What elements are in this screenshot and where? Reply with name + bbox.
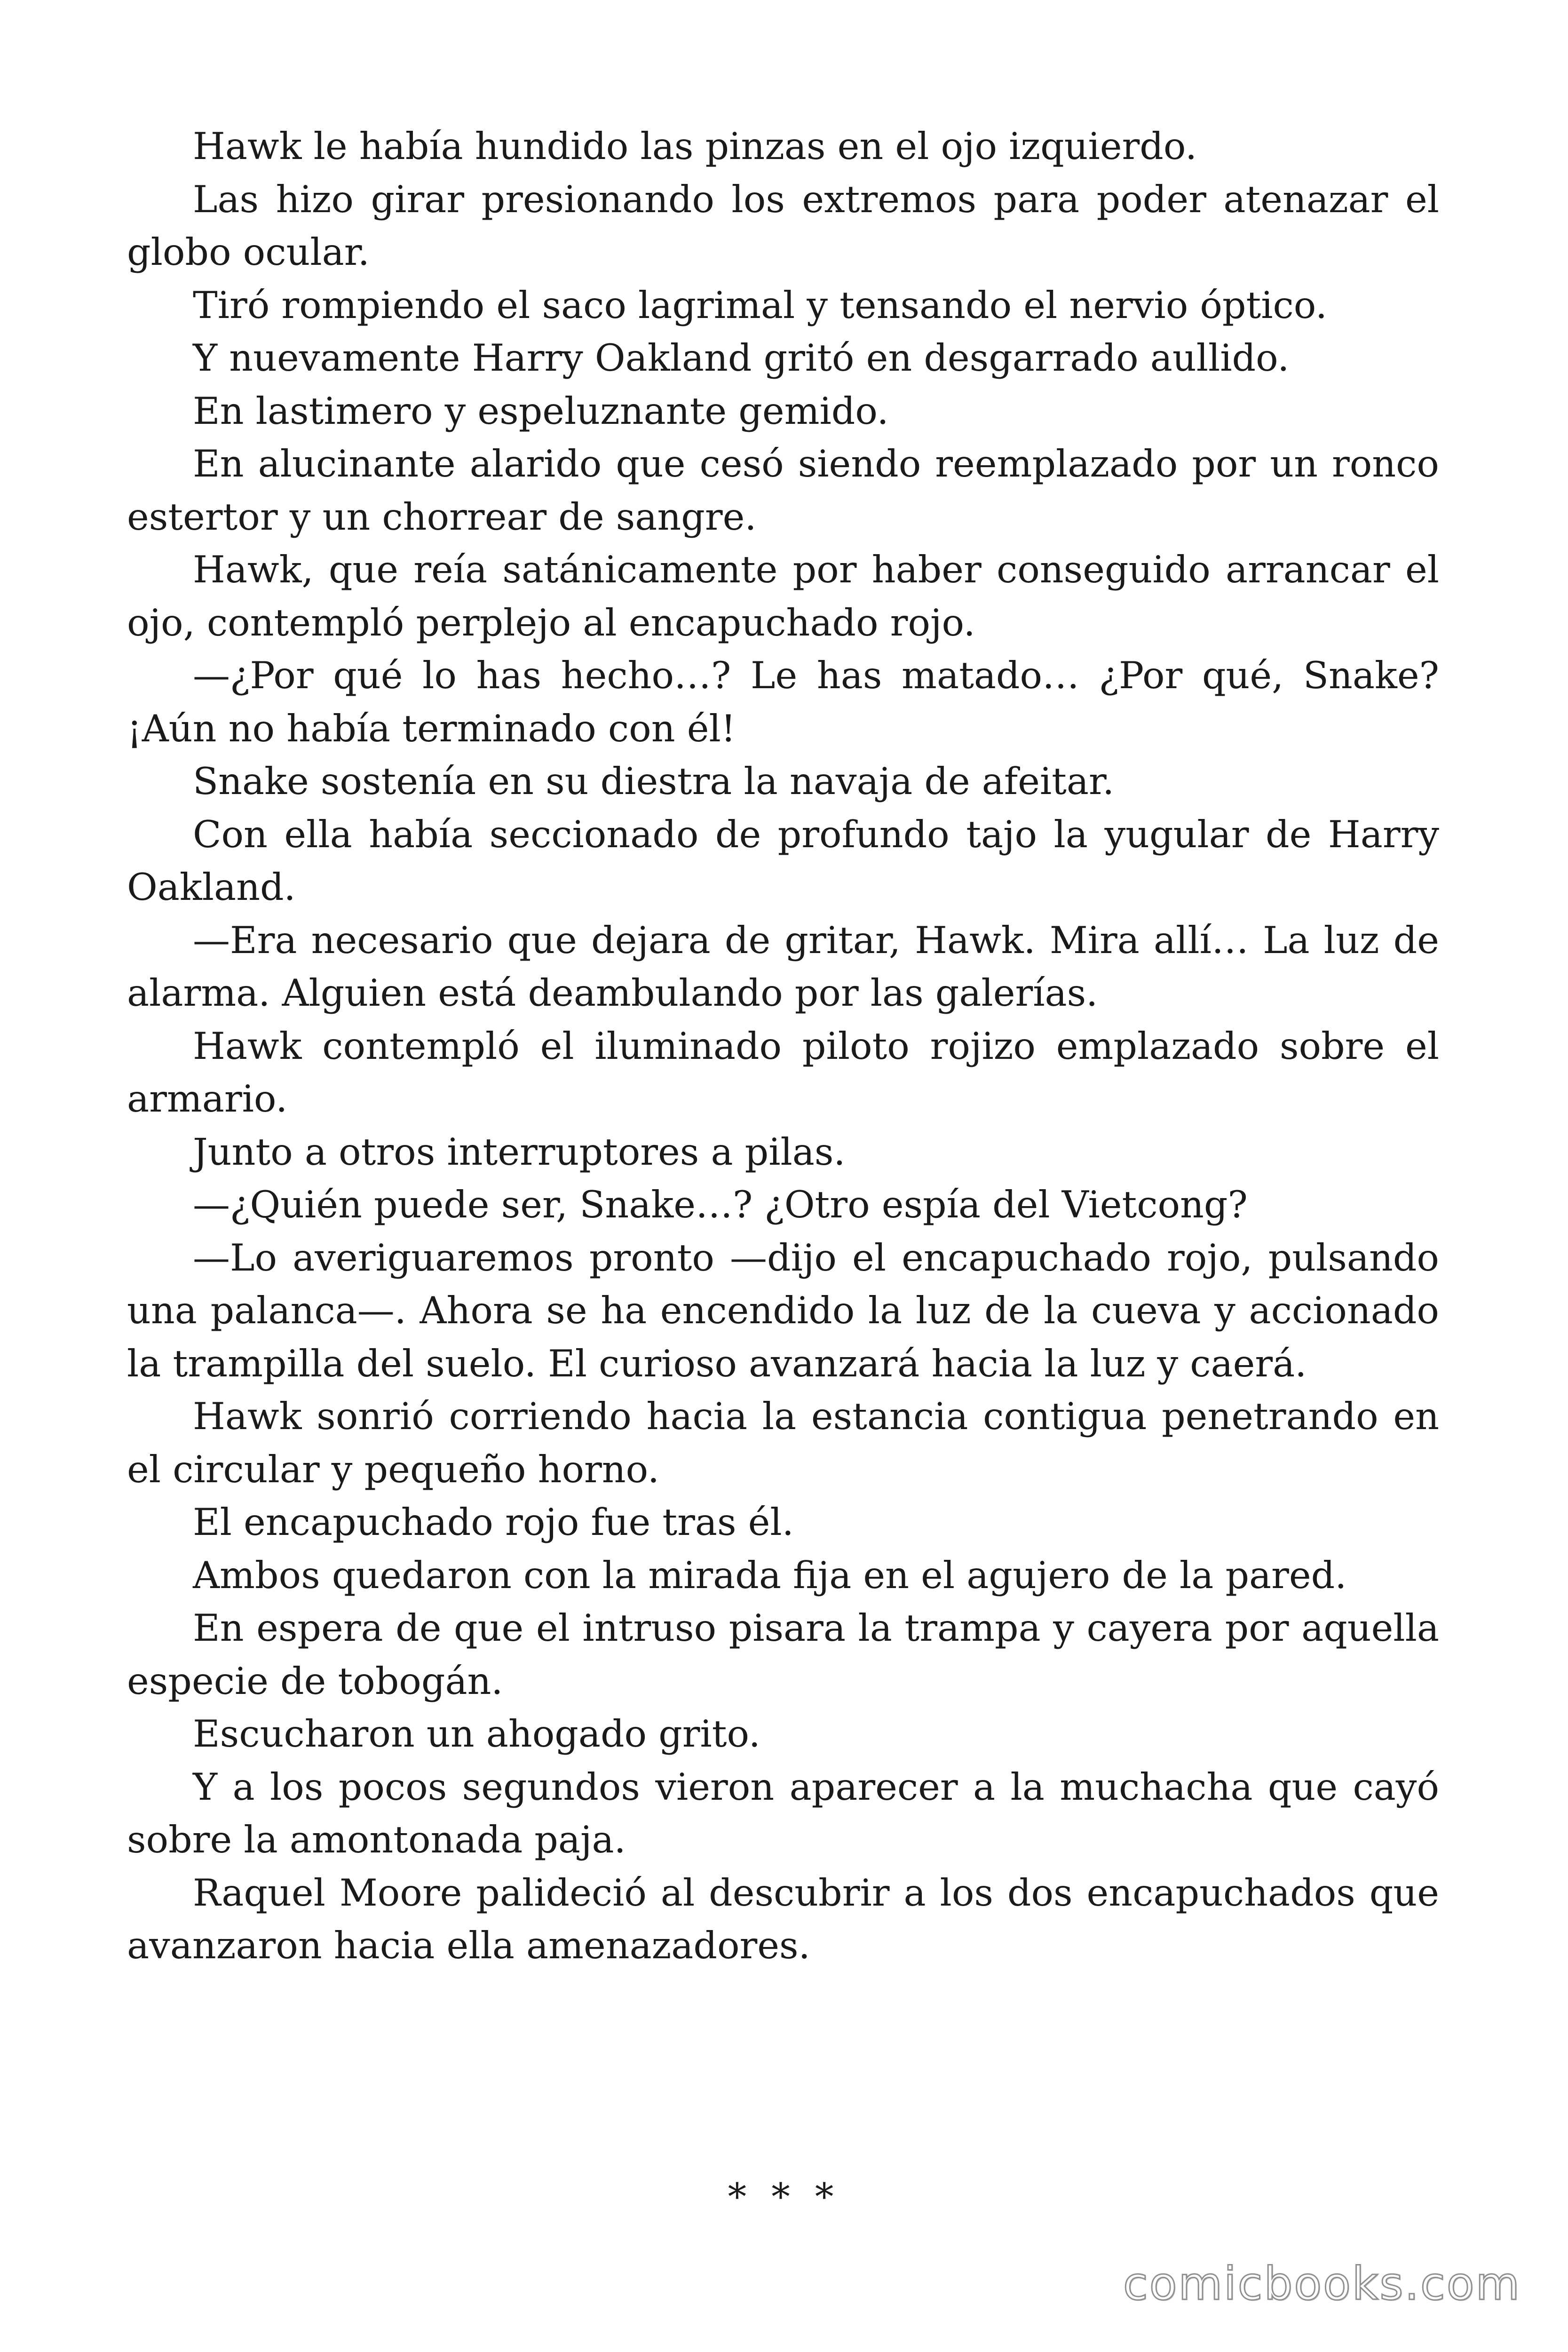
paragraph: Snake sostenía en su diestra la navaja de afeitar.: [193, 760, 1115, 803]
paragraph: Hawk contempló el iluminado piloto rojizo emplazado sobre el armario.: [127, 1024, 1439, 1120]
paragraph: Junto a otros interruptores a pilas.: [193, 1130, 846, 1174]
paragraph: —¿Quién puede ser, Snake…? ¿Otro espía del Vietcong?: [193, 1183, 1248, 1226]
body-text: [127, 120, 1439, 1972]
paragraph: —Era necesario que dejara de gritar, Hawk. Mira allí… La luz de alarma. Alguien está deambulando por las galerías.: [127, 918, 1439, 1015]
paragraph: Hawk, que reía satánicamente por haber conseguido arrancar el ojo, contempló perplejo al encapuchado rojo.: [127, 548, 1439, 644]
paragraph: En alucinante alarido que cesó siendo reemplazado por un ronco estertor y un chorrear de sangre.: [127, 442, 1439, 539]
paragraph: Raquel Moore palideció al descubrir a los dos encapuchados que avanzaron hacia ella amenazadores.: [127, 1871, 1439, 1967]
section-separator: * * *: [728, 2175, 840, 2218]
paragraph: —Lo averiguaremos pronto —dijo el encapuchado rojo, pulsando una palanca—. Ahora se ha encendido la luz de la cueva y accionado la trampilla del suelo. El curioso avanzará hacia la luz y caerá.: [127, 1236, 1439, 1385]
paragraph: Tiró rompiendo el saco lagrimal y tensando el nervio óptico.: [193, 283, 1328, 327]
paragraph: En lastimero y espeluznante gemido.: [193, 389, 889, 433]
paragraph: El encapuchado rojo fue tras él.: [193, 1501, 794, 1544]
paragraph: Escucharon un ahogado grito.: [193, 1712, 760, 1756]
paragraph: En espera de que el intruso pisara la trampa y cayera por aquella especie de tobogán.: [127, 1606, 1439, 1703]
paragraph: Ambos quedaron con la mirada fija en el agujero de la pared.: [193, 1553, 1347, 1597]
paragraph: Y nuevamente Harry Oakland gritó en desgarrado aullido.: [193, 336, 1290, 380]
paragraph: Y a los pocos segundos vieron aparecer a la muchacha que cayó sobre la amontonada paja.: [127, 1765, 1439, 1861]
paragraph: —¿Por qué lo has hecho…? Le has matado… ¿Por qué, Snake? ¡Aún no había terminado con él!: [127, 654, 1439, 750]
paragraph: Las hizo girar presionando los extremos para poder atenazar el globo ocular.: [127, 177, 1439, 274]
paragraph: Hawk le había hundido las pinzas en el ojo izquierdo.: [193, 125, 1197, 168]
watermark: comicbooks.com: [1123, 2257, 1521, 2310]
paragraph: Hawk sonrió corriendo hacia la estancia contigua penetrando en el circular y pequeño horno.: [127, 1395, 1439, 1491]
paragraph: Con ella había seccionado de profundo tajo la yugular de Harry Oakland.: [127, 812, 1439, 909]
